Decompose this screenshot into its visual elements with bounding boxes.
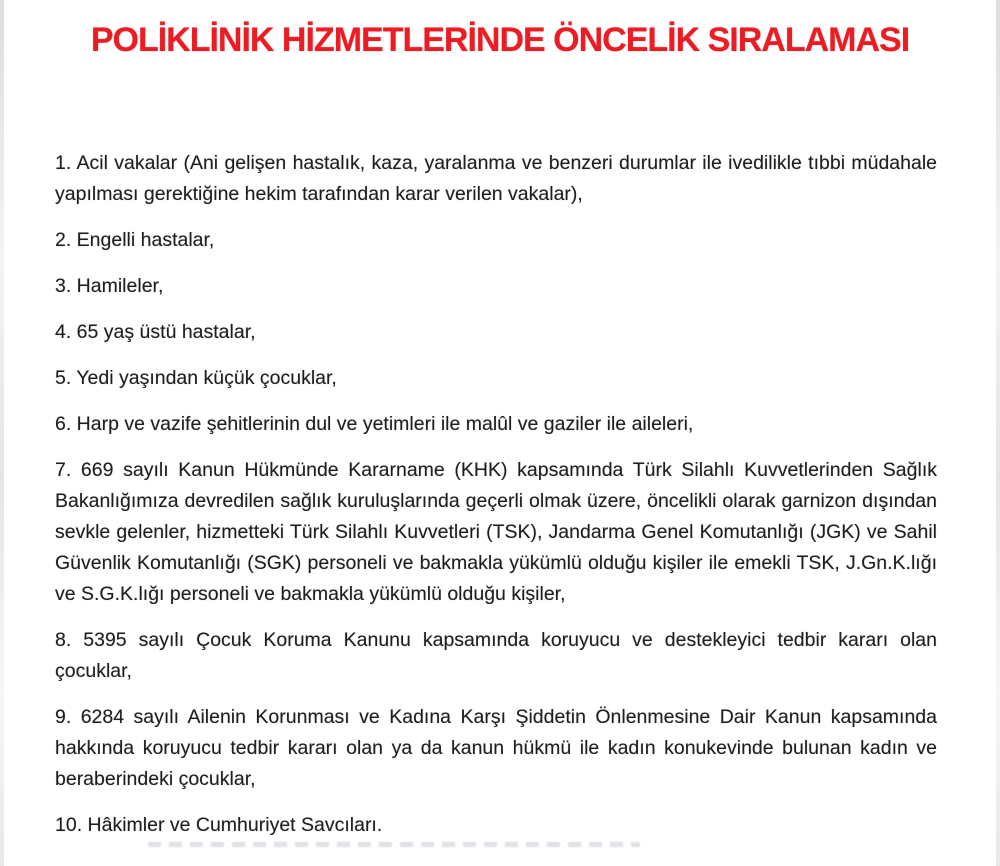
priority-item-9: 9. 6284 sayılı Ailenin Korunması ve Kadına Karşı Şiddetin Önlenmesine Dair Kanun kapsamında hakkında koruyucu tedbir kararı olan ya da kanun hükmü ile kadın konukevinde bulunan kadın ve beraberindeki çocuklar, xyxy=(55,706,937,790)
priority-item-10: 10. Hâkimler ve Cumhuriyet Savcıları. xyxy=(55,814,383,836)
priority-item-3: 3. Hamileler, xyxy=(55,275,164,297)
scan-edge-right xyxy=(996,0,1000,866)
priority-list xyxy=(55,148,937,841)
priority-item-4: 4. 65 yaş üstü hastalar, xyxy=(55,321,256,343)
priority-item-7: 7. 669 sayılı Kanun Hükmünde Kararname (KHK) kapsamında Türk Silahlı Kuvvetlerinden Sağlık Bakanlığımıza devredilen sağlık kuruluşlarında geçerli olmak üzere, öncelikli olarak garnizon dışından sevkle gelenler, hizmetteki Türk Silahlı Kuvvetleri (TSK), Jandarma Genel Komutanlığı (JGK) ve Sahil Güvenlik Komutanlığı (SGK) personeli ve bakmakla yükümlü olduğu kişiler ile emekli TSK, J.Gn.K.lığı ve S.G.K.lığı personeli ve bakmakla yükümlü olduğu kişiler, xyxy=(55,459,937,605)
priority-item-8: 8. 5395 sayılı Çocuk Koruma Kanunu kapsamında koruyucu ve destekleyici tedbir kararı olan çocuklar, xyxy=(55,629,937,682)
priority-item-6: 6. Harp ve vazife şehitlerinin dul ve yetimleri ile malûl ve gaziler ile aileleri, xyxy=(55,413,694,435)
cropped-text-remnant xyxy=(148,842,640,847)
priority-item-2: 2. Engelli hastalar, xyxy=(55,229,215,251)
priority-item-5: 5. Yedi yaşından küçük çocuklar, xyxy=(55,367,337,389)
page-title: POLİKLİNİK HİZMETLERİNDE ÖNCELİK SIRALAMASI xyxy=(90,21,910,59)
scan-edge-left xyxy=(0,0,4,866)
priority-item-1: 1. Acil vakalar (Ani gelişen hastalık, kaza, yaralanma ve benzeri durumlar ile ivedilikle tıbbi müdahale yapılması gerektiğine hekim tarafından karar verilen vakalar), xyxy=(55,152,937,205)
